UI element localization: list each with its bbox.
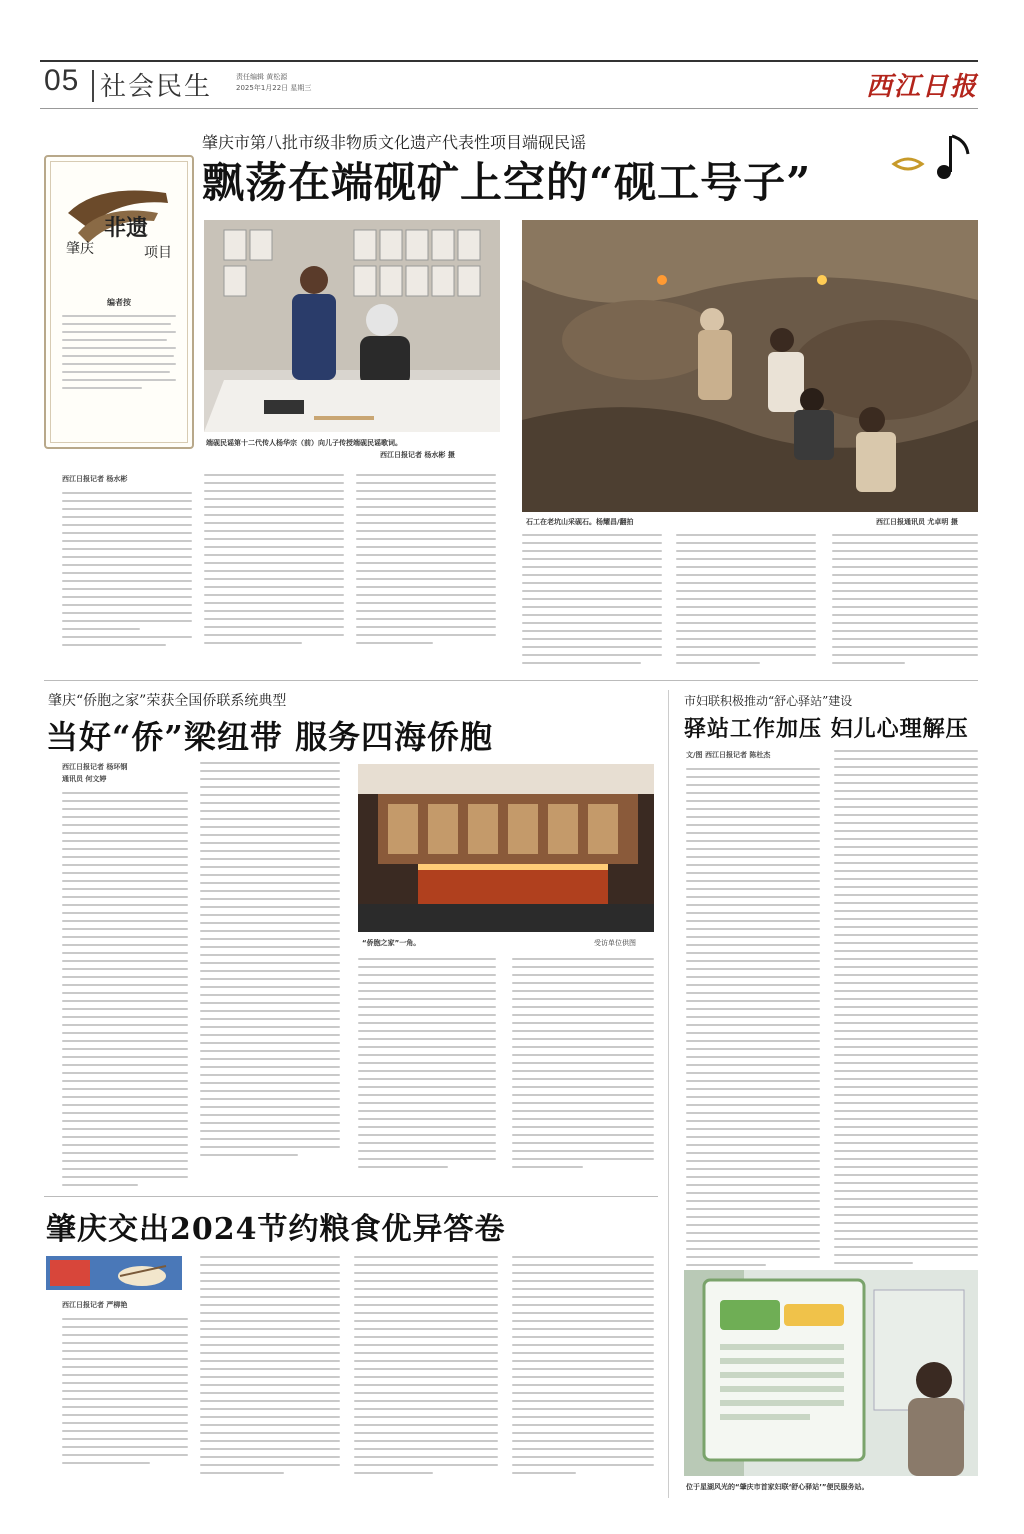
badge-author: 编者按 [107, 298, 131, 307]
article2-column-2 [200, 762, 340, 1162]
section-title: 社会民生 [100, 72, 213, 102]
article2-photo-credit: 受访单位供图 [594, 939, 636, 947]
column-divider [668, 690, 669, 1498]
article3-kicker: 市妇联积极推动“舒心驿站”建设 [684, 694, 853, 708]
section-divider [44, 680, 978, 681]
photo-calligraphy [204, 220, 500, 432]
heart-station-image [684, 1270, 978, 1476]
feature-headline: 飘荡在端砚矿上空的“砚工号子” [202, 158, 812, 207]
photo-quarry [522, 220, 978, 512]
article3-photo-caption: 位于星湖风光的“肇庆市首家妇联‘舒心驿站’”便民服务站。 [686, 1483, 869, 1491]
calligraphy-scene-image [204, 220, 500, 432]
feature-column-1 [62, 492, 192, 652]
article2-column-1 [62, 792, 188, 1192]
heritage-badge [44, 155, 194, 449]
masthead-rule [40, 60, 978, 62]
article3-column-1 [686, 768, 820, 1272]
feature-column-6 [832, 534, 978, 670]
overseas-home-image [358, 764, 654, 932]
newspaper-logo: 西江日报 [865, 72, 978, 102]
article2-kicker: 肇庆“侨胞之家”荣获全国侨联系统典型 [48, 693, 287, 709]
photo2-caption: 石工在老坑山采砚石。杨耀昌/翻拍 [526, 518, 634, 526]
edition-meta [236, 72, 356, 94]
editor-line: 责任编辑 黄松源 [236, 73, 288, 81]
masthead-separator [92, 70, 94, 102]
masthead-bottom-rule [40, 108, 978, 109]
article4-column-4 [512, 1256, 654, 1480]
photo1-credit: 西江日报记者 杨水彬 摄 [380, 451, 455, 459]
article4-column-3 [354, 1256, 498, 1480]
svg-text:肇庆: 肇庆 [66, 241, 94, 257]
grain-banner-image [46, 1256, 182, 1290]
badge-text [62, 315, 176, 395]
article4-byline: 西江日报记者 严柳艳 [62, 1301, 128, 1309]
photo1-caption: 端砚民谣第十二代传人杨华宗（前）向儿子传授端砚民谣歌词。 [206, 439, 402, 447]
article4-column-1 [62, 1318, 188, 1470]
article2-byline-1: 西江日报记者 杨环钢 [62, 763, 128, 771]
feature-kicker: 肇庆市第八批市级非物质文化遗产代表性项目端砚民谣 [202, 133, 587, 152]
article2-byline-2: 通讯员 何文婷 [62, 775, 107, 783]
bottom-section-divider [44, 1196, 658, 1197]
page-number: 05 [44, 64, 80, 97]
photo-grain-banner [46, 1256, 182, 1290]
quarry-scene-image [522, 220, 978, 512]
article2-photo-caption: “侨胞之家”一角。 [362, 939, 421, 947]
svg-text:项目: 项目 [144, 245, 172, 261]
feature-column-5 [676, 534, 816, 670]
article4-headline: 肇庆交出2024节约粮食优异答卷 [46, 1212, 506, 1247]
photo-overseas-home [358, 764, 654, 932]
feature-column-3 [356, 474, 496, 650]
heritage-emblem-icon [58, 173, 176, 263]
article4-column-2 [200, 1256, 340, 1480]
article3-byline: 文/图 西江日报记者 陈杜杰 [686, 751, 771, 759]
article3-headline: 驿站工作加压 妇儿心理解压 [684, 716, 969, 742]
photo-heart-station [684, 1270, 978, 1476]
svg-text:非遗: 非遗 [104, 215, 149, 241]
music-notes-icon [888, 128, 972, 184]
article3-column-2 [834, 750, 978, 1270]
feature-byline: 西江日报记者 杨水彬 [62, 475, 128, 483]
feature-column-2 [204, 474, 344, 650]
date-line: 2025年1月22日 星期三 [236, 84, 312, 92]
article2-column-4 [512, 958, 654, 1174]
photo2-credit: 西江日报通讯员 尤卓明 摄 [876, 518, 958, 526]
article2-headline: 当好“侨”梁纽带 服务四海侨胞 [46, 718, 493, 756]
feature-column-4 [522, 534, 662, 670]
article2-column-3 [358, 958, 496, 1174]
